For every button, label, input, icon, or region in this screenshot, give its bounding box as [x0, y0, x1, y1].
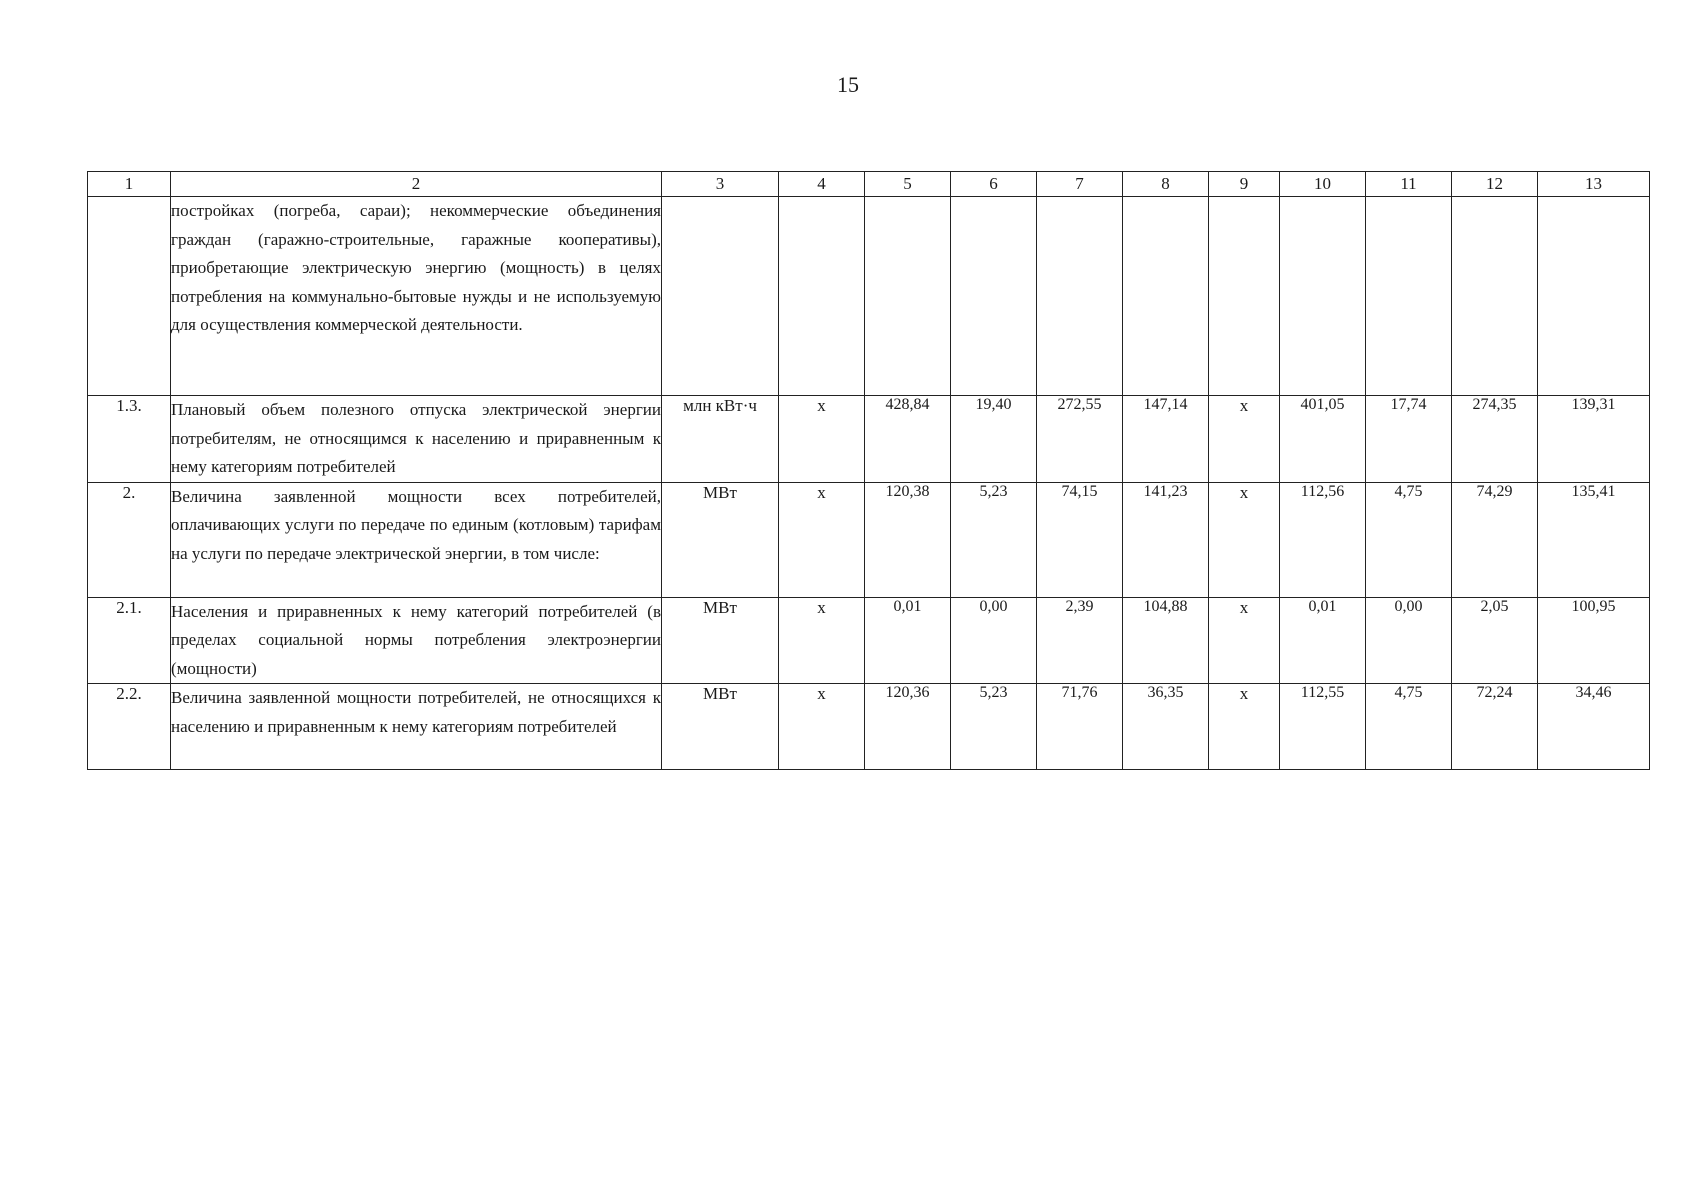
value-cell: 0,00: [951, 597, 1037, 684]
value-cell: 428,84: [865, 396, 951, 483]
value-cell: х: [1209, 597, 1280, 684]
value-cell: [779, 197, 865, 396]
unit-cell: [662, 197, 779, 396]
header-cell: 7: [1037, 172, 1123, 197]
header-cell: 6: [951, 172, 1037, 197]
header-cell: 11: [1366, 172, 1452, 197]
row-description: Величина заявленной мощности всех потребителей, оплачивающих услуги по передаче по единым (котловым) тарифам на услуги по передаче электрической энергии, в том числе:: [171, 482, 662, 597]
value-cell: [1209, 197, 1280, 396]
header-cell: 3: [662, 172, 779, 197]
table-row: [88, 684, 1650, 770]
value-cell: 5,23: [951, 482, 1037, 597]
value-cell: 120,36: [865, 684, 951, 770]
row-unit: МВт: [662, 597, 779, 684]
value-cell: 135,41: [1538, 482, 1650, 597]
row-description: Плановый объем полезного отпуска электрической энергии потребителям, не относящимся к населению и приравненным к нему категориям потребителей: [171, 396, 662, 483]
row-unit: МВт: [662, 684, 779, 770]
value-cell: 17,74: [1366, 396, 1452, 483]
row-description: постройках (погреба, сараи); некоммерческие объединения граждан (гаражно-строительные, гаражные кооперативы), приобретающие электрическую энергию (мощность) в целях потребления на коммунально-бытовые нужды и не используемую для осуществления коммерческой деятельности.: [171, 197, 662, 396]
row-number: 2.1.: [88, 597, 171, 684]
value-cell: 272,55: [1037, 396, 1123, 483]
value-cell: х: [1209, 396, 1280, 483]
value-cell: х: [779, 684, 865, 770]
value-cell: 139,31: [1538, 396, 1650, 483]
value-cell: х: [779, 597, 865, 684]
row-description: Населения и приравненных к нему категорий потребителей (в пределах социальной нормы потребления электроэнергии (мощности): [171, 597, 662, 684]
table-row: [88, 396, 1650, 483]
page-number: 15: [837, 72, 859, 97]
value-cell: [951, 197, 1037, 396]
value-cell: 100,95: [1538, 597, 1650, 684]
value-cell: [1366, 197, 1452, 396]
value-cell: 112,56: [1280, 482, 1366, 597]
row-number: 1.3.: [88, 396, 171, 483]
row-number: 2.2.: [88, 684, 171, 770]
row-number-cell: [88, 197, 171, 396]
value-cell: 0,01: [1280, 597, 1366, 684]
table-header-row: [88, 172, 1650, 197]
header-cell: 1: [88, 172, 171, 197]
header-cell: 9: [1209, 172, 1280, 197]
header-cell: 12: [1452, 172, 1538, 197]
data-table: [87, 171, 1650, 770]
value-cell: 2,05: [1452, 597, 1538, 684]
value-cell: х: [1209, 482, 1280, 597]
value-cell: 74,15: [1037, 482, 1123, 597]
value-cell: 112,55: [1280, 684, 1366, 770]
row-number: 2.: [88, 482, 171, 597]
value-cell: 147,14: [1123, 396, 1209, 483]
value-cell: 34,46: [1538, 684, 1650, 770]
value-cell: 74,29: [1452, 482, 1538, 597]
value-cell: 4,75: [1366, 482, 1452, 597]
value-cell: х: [779, 482, 865, 597]
header-cell: 2: [171, 172, 662, 197]
value-cell: 4,75: [1366, 684, 1452, 770]
value-cell: 71,76: [1037, 684, 1123, 770]
header-cell: 5: [865, 172, 951, 197]
value-cell: 2,39: [1037, 597, 1123, 684]
row-unit: млн кВт·ч: [662, 396, 779, 483]
header-cell: 8: [1123, 172, 1209, 197]
row-description: Величина заявленной мощности потребителей, не относящихся к населению и приравненным к нему категориям потребителей: [171, 684, 662, 770]
header-cell: 4: [779, 172, 865, 197]
value-cell: 19,40: [951, 396, 1037, 483]
value-cell: [1037, 197, 1123, 396]
value-cell: [1280, 197, 1366, 396]
value-cell: 5,23: [951, 684, 1037, 770]
value-cell: [865, 197, 951, 396]
header-cell: 13: [1538, 172, 1650, 197]
value-cell: 36,35: [1123, 684, 1209, 770]
value-cell: 274,35: [1452, 396, 1538, 483]
value-cell: [1123, 197, 1209, 396]
value-cell: 141,23: [1123, 482, 1209, 597]
value-cell: 401,05: [1280, 396, 1366, 483]
value-cell: 104,88: [1123, 597, 1209, 684]
table-row: [88, 482, 1650, 597]
value-cell: [1538, 197, 1650, 396]
header-cell: 10: [1280, 172, 1366, 197]
table-row: [88, 597, 1650, 684]
value-cell: 120,38: [865, 482, 951, 597]
value-cell: 0,01: [865, 597, 951, 684]
value-cell: [1452, 197, 1538, 396]
value-cell: 0,00: [1366, 597, 1452, 684]
row-unit: МВт: [662, 482, 779, 597]
value-cell: х: [1209, 684, 1280, 770]
value-cell: х: [779, 396, 865, 483]
value-cell: 72,24: [1452, 684, 1538, 770]
table-row-continuation: [88, 197, 1650, 396]
